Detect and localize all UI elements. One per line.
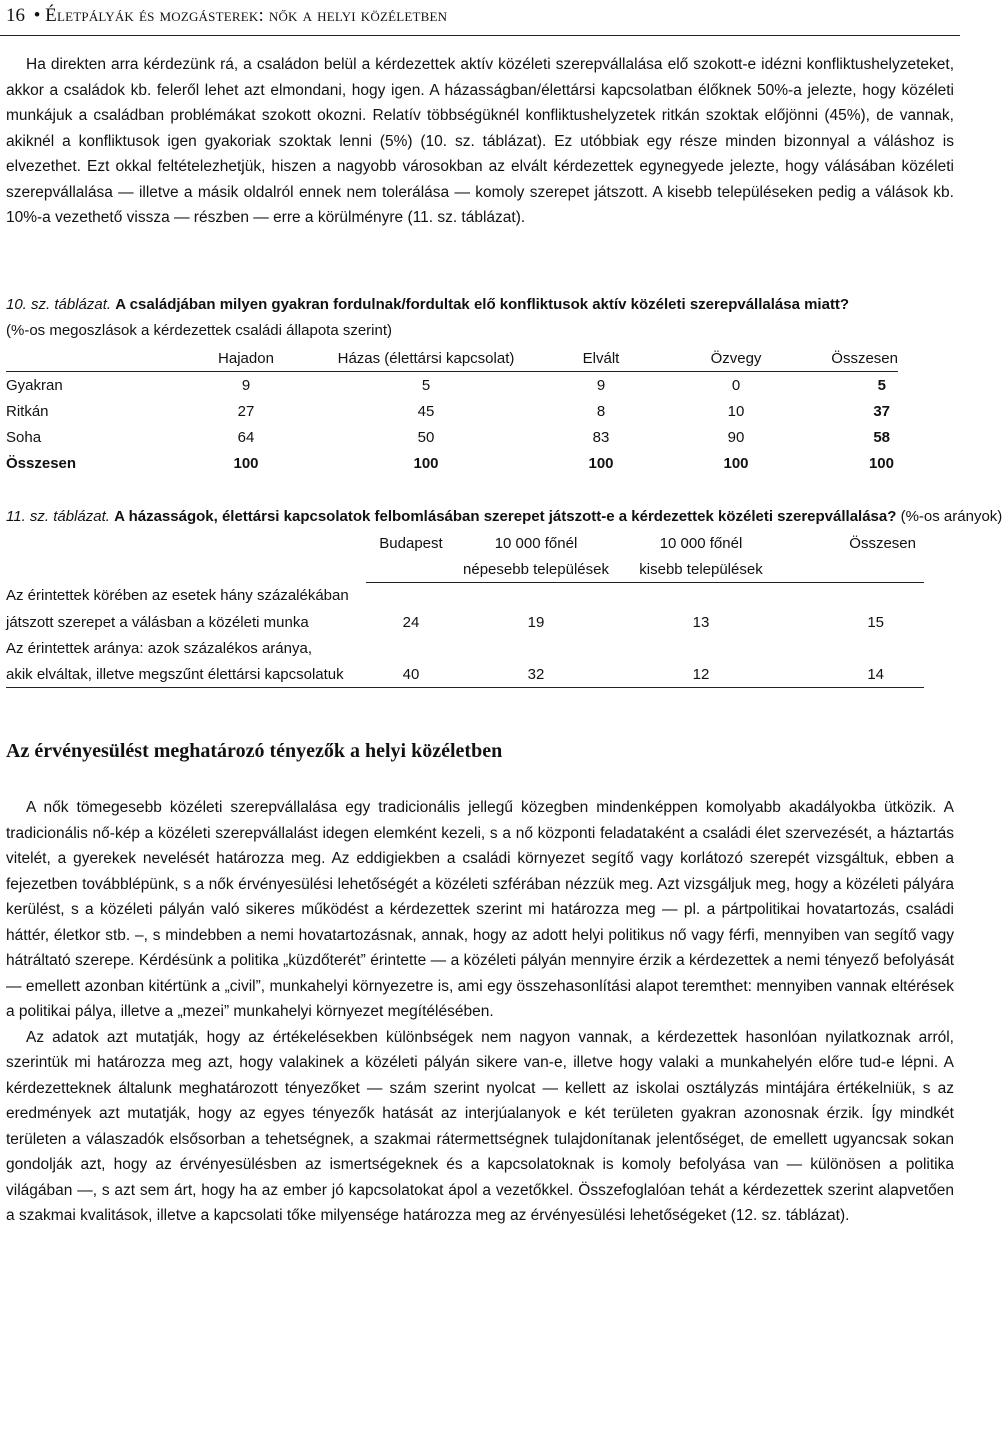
- table-cell: 90: [727, 428, 745, 446]
- table-row: [6, 372, 898, 399]
- table10-caption: [6, 292, 956, 318]
- table11-label: 11. sz. táblázat.: [6, 508, 110, 525]
- table-row: [6, 398, 898, 424]
- table-cell: 100: [413, 454, 439, 472]
- body-text: [6, 795, 954, 1229]
- table-cell: 32: [456, 661, 616, 688]
- table-cell: 64: [237, 428, 255, 446]
- table-cell-total: 37: [873, 402, 890, 420]
- section-heading: Az érvényesülést meghatározó tényezők a helyi közéletben: [6, 740, 503, 762]
- table11-col-header: Budapest: [379, 534, 443, 552]
- row-label: akik elváltak, illetve megszűnt élettársi kapcsolatuk: [6, 661, 366, 688]
- table-cell: 0: [731, 376, 741, 394]
- table11-caption-block: [6, 504, 1002, 530]
- table-cell: 100: [588, 454, 614, 472]
- table11-col-header: [786, 556, 924, 583]
- table10-caption-block: [6, 292, 956, 344]
- table11: [6, 530, 924, 688]
- row-label: Az érintettek aránya: azok százalékos aránya,: [6, 639, 312, 657]
- table-cell: 15: [867, 613, 884, 631]
- table-row: [6, 635, 924, 661]
- table10-header-row: [6, 345, 898, 372]
- table-cell: 50: [417, 428, 435, 446]
- row-label: Soha: [6, 428, 42, 446]
- table-cell: 13: [692, 613, 710, 631]
- table-cell: 27: [237, 402, 255, 420]
- table10-col-header: Hajadon: [176, 345, 316, 372]
- table10-col-header: Özvegy: [666, 345, 806, 372]
- table-cell: 8: [596, 402, 606, 420]
- table11-col-header: Összesen: [849, 534, 916, 552]
- table-cell: 14: [786, 661, 924, 688]
- table11-col-header: 10 000 főnél: [494, 534, 578, 552]
- body-paragraph: Az adatok azt mutatják, hogy az értékelésekben különbségek nem nagyon vannak, a kérdezettek hasonlóan nyilatkoznak arról, szerintük mi határozza meg azt, hogy valakinek a közéleti pályán sikere van-e, illetve hogy valaki a munkahelyén előre tud-e lépni. A kérdezetteknek általunk meghatározott tényezőket — szám szerint nyolcat — kellett az iskolai osztályzás mintájára értékelniük, s az eredmények azt mutatják, hogy az egyes tényezők hatását az interjúalanyok e két területen gyakran azonosnak érzik. Így mindkét területen a válaszadók elsősorban a tehetségnek, a szakmai rátermettségnek tulajdonítanak jelentőséget, de emellett ugyancsak sokan gondolják azt, hogy az érvényesülésben az ismertségeknek és a kapcsolatoknak is komoly befolyása van — különösen a politika világában —, s azt sem árt, hogy ha az ember jó kapcsolatokat ápol a vezetőkkel. Összefoglalóan tehát a kérdezettek szerint alapvetően a szakmai kvalitások, illetve a kapcsolati tőke milyensége határozza meg az érvényesülési lehetőségeket (12. sz. táblázat).: [6, 1028, 954, 1224]
- table-cell: 9: [241, 376, 251, 394]
- table-cell: 45: [417, 402, 435, 420]
- table-cell: 9: [596, 376, 606, 394]
- table-cell: 40: [366, 661, 456, 688]
- running-title: Életpályák és mozgásterek: nők a helyi közéletben: [45, 5, 448, 26]
- table11-col-header: kisebb települések: [616, 556, 786, 583]
- intro-text: Ha direkten arra kérdezünk rá, a családon belül a kérdezettek aktív közéleti szerepvállalása elő szokott-e idézni konfliktushelyzeteket, akkor a családok kb. feleről lehet azt elmondani, hogy igen. A házasságban/élettársi kapcsolatban élőknek 50%-a jelezte, hogy közéleti munkájuk a családban problémákat szokott okozni. Relatív többségüknél konfliktushelyzetek ritkán szoktak előjönni (45%), de vannak, akiknél a konfliktusok igen gyakoriak szoktak lenni (5%) (10. sz. táblázat). Ez utóbbiak egy része minden bizonnyal a váláshoz is elvezethet. Ezt okkal feltételezhetjük, hiszen a nagyobb városokban az elvált kérdezettek egynegyede jelezte, hogy válásában közéleti szerepvállalása — illetve a másik oldalról ennek nem tolerálása — komoly szerepet játszott. A kisebb településeken pedig a válások kb. 10%-a vezethető vissza — részben — erre a körülményre (11. sz. táblázat).: [6, 56, 954, 226]
- row-label: játszott szerepet a válásban a közéleti munka: [6, 613, 309, 631]
- table10-subtitle: (%-os megoszlások a kérdezettek családi állapota szerint): [6, 322, 393, 339]
- table10-col-header: Összesen: [806, 345, 898, 372]
- table-cell: 5: [421, 376, 431, 394]
- table10-title: A családjában milyen gyakran fordulnak/fordultak elő konfliktusok aktív közéleti szerepvállalása miatt?: [115, 296, 850, 313]
- table-cell-total: 100: [868, 454, 894, 472]
- table11-corner: [6, 556, 366, 583]
- table-row: [6, 424, 898, 450]
- table-cell: 12: [616, 661, 786, 688]
- row-label: Az érintettek körében az esetek hány százalékában: [6, 587, 349, 605]
- table-row: [6, 609, 924, 635]
- table-cell: 24: [402, 613, 420, 631]
- table10-corner: [6, 345, 176, 372]
- table-cell-total: 58: [873, 428, 890, 446]
- page-number: 16: [6, 5, 25, 26]
- table11-corner: [6, 530, 366, 556]
- table-cell: 100: [723, 454, 749, 472]
- table10: [6, 345, 898, 476]
- row-label: Gyakran: [6, 376, 63, 394]
- table-cell: 100: [233, 454, 259, 472]
- table11-header-row-2: [6, 556, 924, 583]
- intro-paragraph: [6, 52, 954, 231]
- table-cell: 83: [592, 428, 610, 446]
- table10-label: 10. sz. táblázat.: [6, 296, 112, 313]
- header-rule: [0, 35, 960, 36]
- table10-col-header: Házas (élettársi kapcsolat): [316, 345, 536, 372]
- table-row-total: [6, 450, 898, 476]
- table-cell: 10: [727, 402, 745, 420]
- row-label: Ritkán: [6, 402, 49, 420]
- table11-col-header: 10 000 főnél: [659, 534, 743, 552]
- table11-col-header: népesebb települések: [456, 556, 616, 583]
- table-row: [6, 661, 924, 688]
- header-bullet: •: [33, 5, 41, 26]
- table11-caption: [6, 504, 1002, 530]
- table11-title: A házasságok, élettársi kapcsolatok felbomlásában szerepet játszott-e a kérdezettek közéleti szerepvállalása?: [114, 508, 897, 525]
- body-paragraph: A nők tömegesebb közéleti szerepvállalása egy tradicionális jellegű közegben mindenképpen komolyabb akadályokba ütközik. A tradicionális nő-kép a közéleti szerepvállalást idegen elemként kezeli, s a nő központi feladataként a családi élet szervezését, a háztartás vitelét, a gyerekek nevelését határozza meg. Az eddigiekben a családi környezet segítő vagy korlátozó szerepét vizsgáltuk, ebben a fejezetben továbblépünk, s a nők érvényesülési lehetőségét a közéleti szférában nézzük meg. Azt vizsgáljuk meg, hogy a közéleti pályára kerülést, s a közéleti pályán való sikeres működést a kérdezettek szerint mi határozza meg — pl. a pártpolitikai hovatartozás, családi háttér, életkor stb. –, s mindebben a nemi hovatartozásnak, annak, hogy az adott helyi politikus nő vagy férfi, mennyiben van segítő vagy hátráltató szerepe. Kérdésünk a politika „küzdőterét” érintette — a közéleti pályán mennyire érzik a kérdezettek a nemi tényező befolyását — emellett azonban kitértünk a „civil”, munkahelyi környezetre is, ami egy összehasonlítási alapot teremthet: mennyiben vannak eltérések a politikai pálya, illetve a „mezei” munkahelyi környezet megítélésében.: [6, 799, 954, 1020]
- table11-title-note: (%-os arányok): [900, 508, 1002, 525]
- table-cell: 19: [527, 613, 545, 631]
- table10-col-header: Elvált: [536, 345, 666, 372]
- table-cell-total: 5: [877, 376, 886, 394]
- table11-header-row-1: [6, 530, 924, 556]
- row-label: Összesen: [6, 454, 77, 472]
- table-row: [6, 583, 924, 610]
- table11-col-header: [366, 556, 456, 583]
- running-header: [6, 4, 954, 30]
